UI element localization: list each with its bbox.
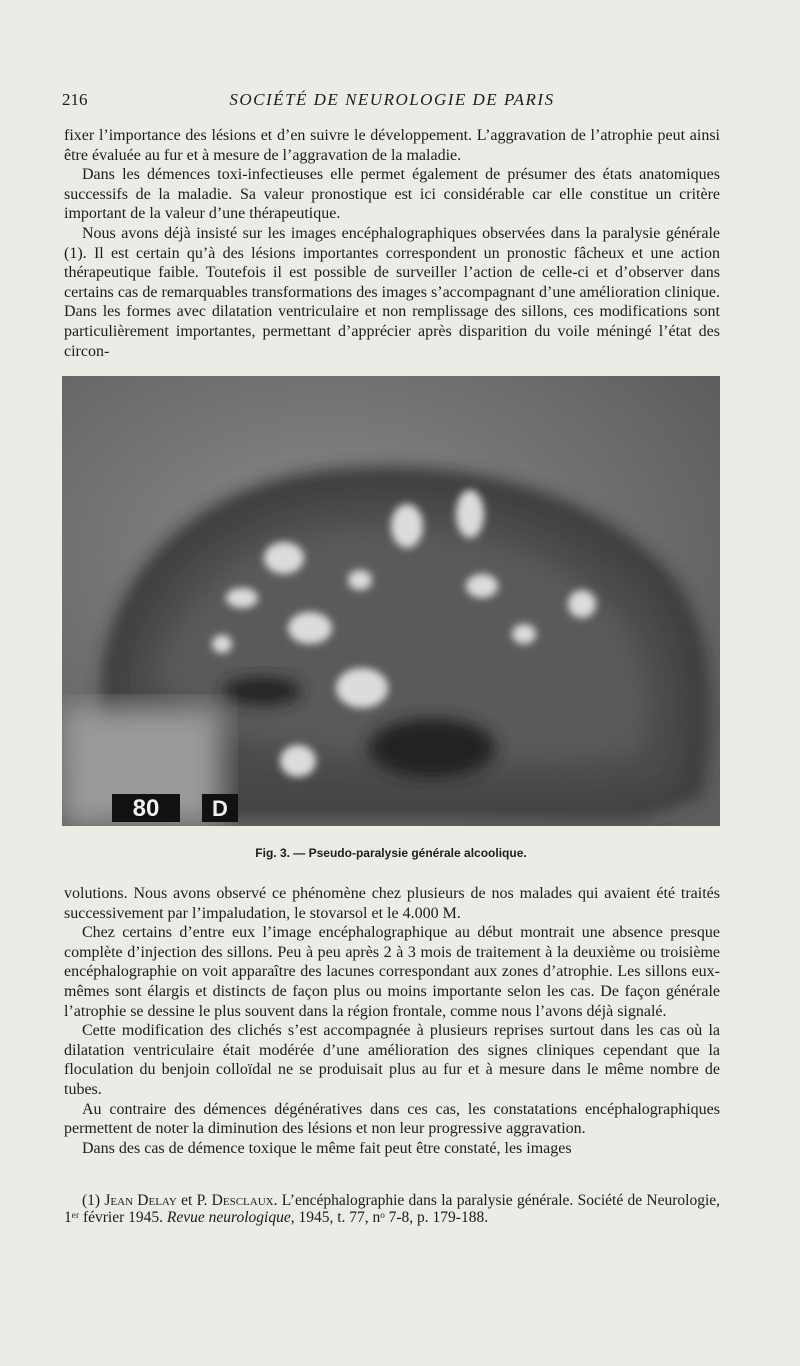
- encephalogram-figure: [62, 376, 720, 826]
- encephalogram-image: [62, 376, 720, 826]
- footnote-journal: Revue neurologique,: [166, 1209, 295, 1226]
- paragraph: Dans des cas de démence toxique le même fait peut être constaté, les images: [82, 1139, 572, 1157]
- page-number: 216: [62, 90, 88, 109]
- footnote: (1) Jean Delay et P. Desclaux. L’encéphalographie dans la paralysie générale. Société de Neurologie, 1ᵉʳ février 1945. Revue neurologique, 1945, t. 77, nᵒ 7-8, p. 179-188.: [64, 1192, 721, 1226]
- footnote-author: Jean Delay: [104, 1192, 177, 1209]
- body-text-top: [64, 126, 720, 361]
- page-header: [62, 90, 722, 112]
- footnote-author: P. Desclaux: [196, 1192, 274, 1209]
- paragraph: Chez certains d’entre eux l’image encéphalographique au début montrait une absence presque complète d’injection des sillons. Peu à peu après 2 à 3 mois de traitement à la deuxième ou troisième encéphalographie on voit apparaître des lacunes correspondant aux zones d’atrophie. Les sillons eux-mêmes sont élargis et distincts de façon plus ou moins importante selon les cas. De façon générale l’atrophie se dessine le plus souvent dans la région frontale, comme nous l’avons déjà signalé.: [64, 924, 720, 1020]
- paragraph: volutions. Nous avons observé ce phénomène chez plusieurs de nos malades qui avaient été traités successivement par l’impaludation, le stovarsol et le 4.000 M.: [64, 885, 720, 922]
- plate-number-text: 80: [132, 795, 160, 822]
- paragraph: Nous avons déjà insisté sur les images encéphalographiques observées dans la paralysie générale (1). Il est certain qu’à des lésions importantes correspondent un pronostic fâcheux et une action thérapeutique faible. Toutefois il est possible de surveiller l’action de celle-ci et d’observer dans certains cas de remarquables transformations des images s’accompagnant d’une amélioration clinique. Dans les formes avec dilatation ventriculaire et non remplissage des sillons, ces modifications sont particulièrement importantes, permettant d’apprécier après disparition du voile méningé l’état des circon-: [64, 224, 720, 360]
- footnote-title: L’encéphalographie dans la paralysie générale. Société de Neurologie, 1ᵉʳ février 1945.: [64, 1192, 721, 1226]
- paragraph: Cette modification des clichés s’est accompagnée à plusieurs reprises surtout dans les cas où la dilatation ventriculaire était modérée d’une amélioration des signes cliniques cependant que la floculation du benjoin colloïdal ne se produisait plus au fur et à mesure dans le même nombre de tubes.: [64, 1022, 720, 1098]
- footnote-conjunction: et: [181, 1192, 193, 1209]
- body-text-bottom: [64, 884, 720, 1158]
- figure-caption: Fig. 3. — Pseudo-paralysie générale alcoolique.: [255, 846, 527, 860]
- paragraph: fixer l’importance des lésions et d’en suivre le développement. L’aggravation de l’atrophie peut ainsi être évaluée au fur et à mesure de l’aggravation de la maladie.: [64, 127, 720, 164]
- running-head: SOCIÉTÉ DE NEUROLOGIE DE PARIS: [229, 90, 555, 109]
- paragraph: Dans les démences toxi-infectieuses elle permet également de présumer des états anatomiques successifs de la maladie. Sa valeur pronostique est ici considérable car elle constitue un critère important de la valeur d’une thérapeutique.: [64, 166, 720, 223]
- footnote-marker: (1): [82, 1192, 101, 1209]
- plate-side-text: D: [212, 796, 228, 821]
- paragraph: Au contraire des démences dégénératives dans ces cas, les constatations encéphalographiques permettent de noter la diminution des lésions et non leur progressive aggravation.: [64, 1100, 720, 1138]
- footnote-reference: 1945, t. 77, nᵒ 7-8, p. 179-188.: [298, 1209, 489, 1226]
